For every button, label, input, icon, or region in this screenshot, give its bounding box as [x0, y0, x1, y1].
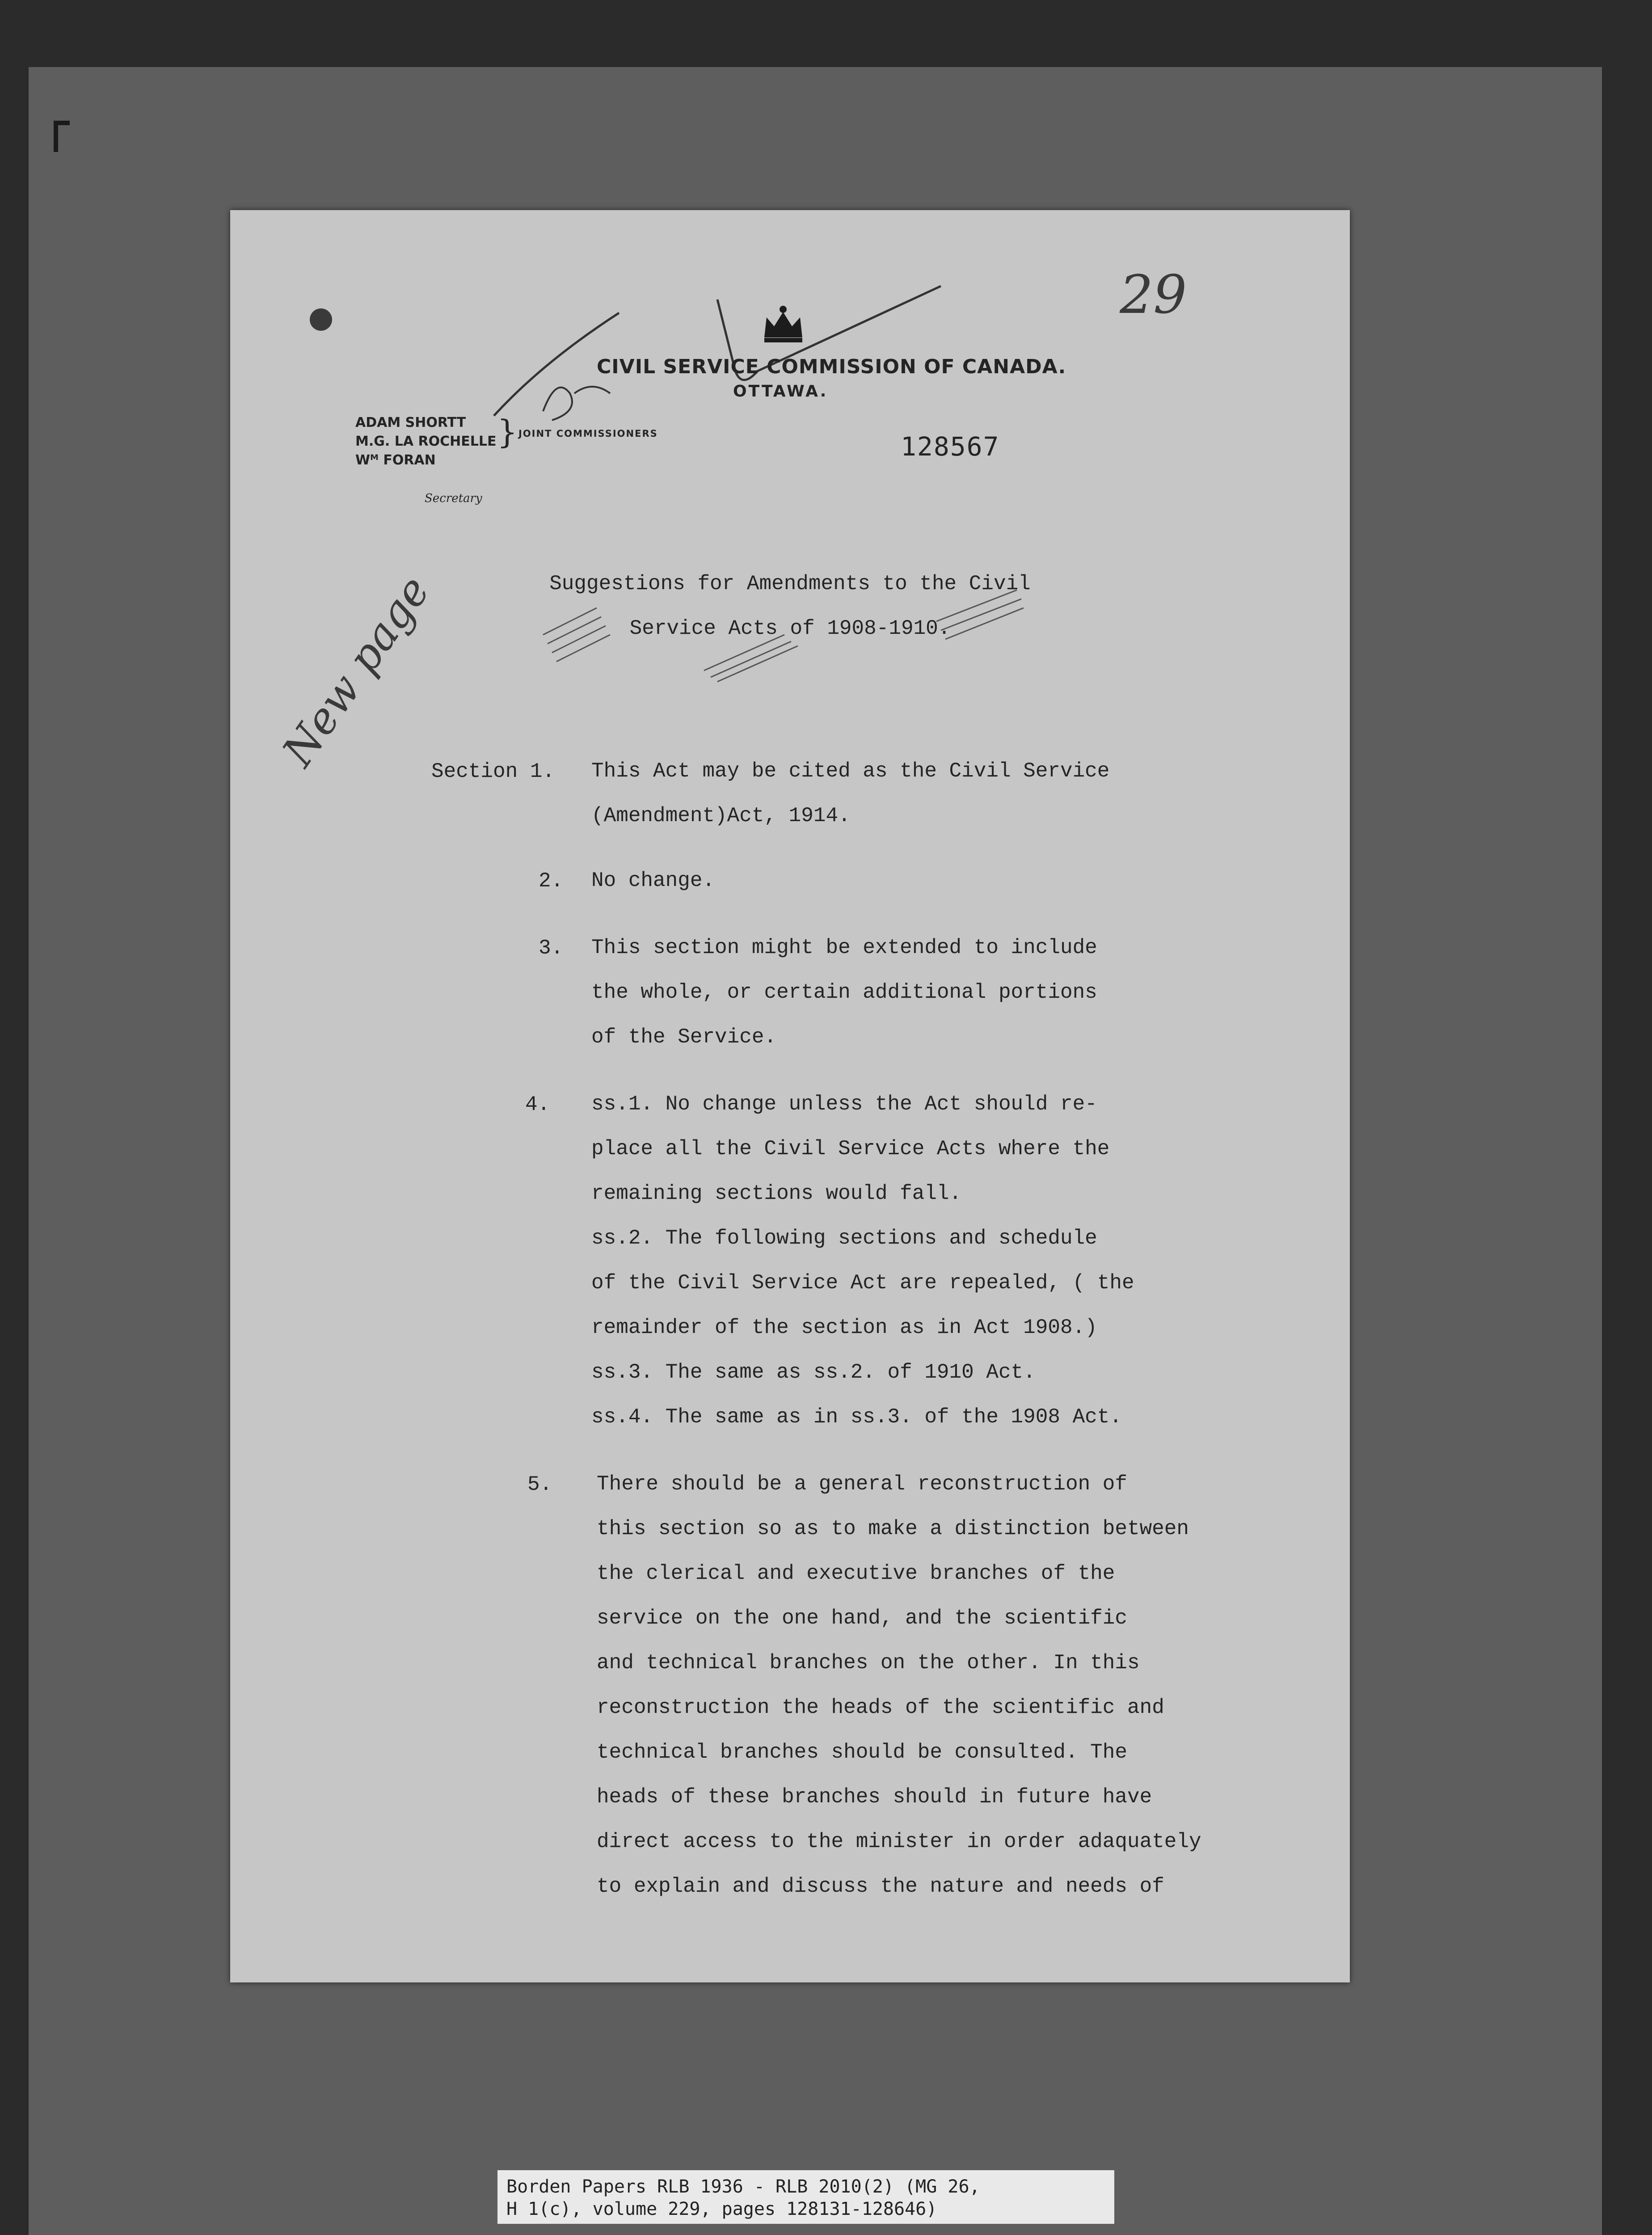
section-label: 4. [525, 1093, 550, 1116]
text-line: the whole, or certain additional portions [591, 981, 1097, 1004]
text-line: This section might be extended to include [591, 936, 1097, 959]
section-label: Section 1. [431, 760, 555, 783]
check-mark-annotation [708, 282, 950, 398]
citation-label [497, 2170, 1114, 2224]
text-line: ss.4. The same as in ss.3. of the 1908 Act. [591, 1405, 1122, 1429]
frame-corner-mark [54, 121, 70, 152]
punch-hole [310, 308, 332, 331]
text-line: and technical branches on the other. In this [597, 1651, 1140, 1674]
citation-line: Borden Papers RLB 1936 - RLB 2010(2) (MG 26, [506, 2176, 980, 2197]
text-line: reconstruction the heads of the scientific and [597, 1696, 1164, 1719]
commissioner-name: M.G. LA ROCHELLE [355, 434, 497, 449]
section-4-text [591, 1082, 1134, 1439]
text-line: of the Civil Service Act are repealed, ( the [591, 1271, 1134, 1295]
handwritten-margin-note: New page [273, 567, 440, 776]
text-line: No change. [591, 869, 715, 892]
text-line: place all the Civil Service Acts where the [591, 1137, 1110, 1160]
text-line: service on the one hand, and the scientific [597, 1607, 1127, 1630]
crown-icon [760, 304, 807, 344]
joint-commissioners-label: JOINT COMMISSIONERS [518, 428, 658, 439]
text-line: heads of these branches should in future have [597, 1785, 1152, 1809]
text-line: remaining sections would fall. [591, 1182, 962, 1205]
text-line: remainder of the section as in Act 1908.) [591, 1316, 1097, 1339]
section-2-text [591, 858, 715, 903]
handwritten-page-number: 29 [1120, 264, 1187, 325]
document-number: 128567 [901, 431, 1000, 462]
section-label: 3. [539, 936, 564, 960]
office-name: CIVIL SERVICE COMMISSION OF CANADA. [597, 355, 1066, 378]
commissioner-name: ADAM SHORTT [355, 415, 466, 430]
text-line: There should be a general reconstruction of [597, 1472, 1127, 1496]
secretary-name: Wᴹ FORAN [355, 452, 436, 468]
section-1-text [591, 749, 1109, 838]
citation-line: H 1(c), volume 229, pages 128131-128646) [506, 2199, 937, 2219]
text-line: ss.3. The same as ss.2. of 1910 Act. [591, 1361, 1036, 1384]
text-line: the clerical and executive branches of the [597, 1562, 1115, 1585]
text-line: ss.1. No change unless the Act should re- [591, 1092, 1097, 1116]
commissioner-list [355, 413, 496, 470]
title-line-1: Suggestions for Amendments to the Civil [549, 572, 1031, 595]
text-line: to explain and discuss the nature and needs of [597, 1875, 1164, 1898]
text-line: technical branches should be consulted. The [597, 1741, 1127, 1764]
pencil-hatch-marks [534, 568, 1026, 684]
text-line: this section so as to make a distinction between [597, 1517, 1189, 1540]
text-line: ss.2. The following sections and schedule [591, 1227, 1097, 1250]
letter-page [230, 210, 1350, 1982]
section-label: 2. [539, 869, 564, 893]
secretary-label: Secretary [425, 492, 482, 505]
text-line: direct access to the minister in order adaquately [597, 1830, 1201, 1853]
section-label: 5. [527, 1473, 552, 1496]
section-3-text [591, 925, 1097, 1059]
office-city: OTTAWA. [733, 382, 828, 401]
section-5-text [597, 1462, 1201, 1909]
text-line: of the Service. [591, 1025, 777, 1049]
brace-glyph: } [497, 413, 518, 451]
title-line-2: Service Acts of 1908-1910. [629, 617, 951, 640]
text-line: This Act may be cited as the Civil Service [591, 759, 1110, 783]
text-line: (Amendment)Act, 1914. [591, 804, 851, 827]
